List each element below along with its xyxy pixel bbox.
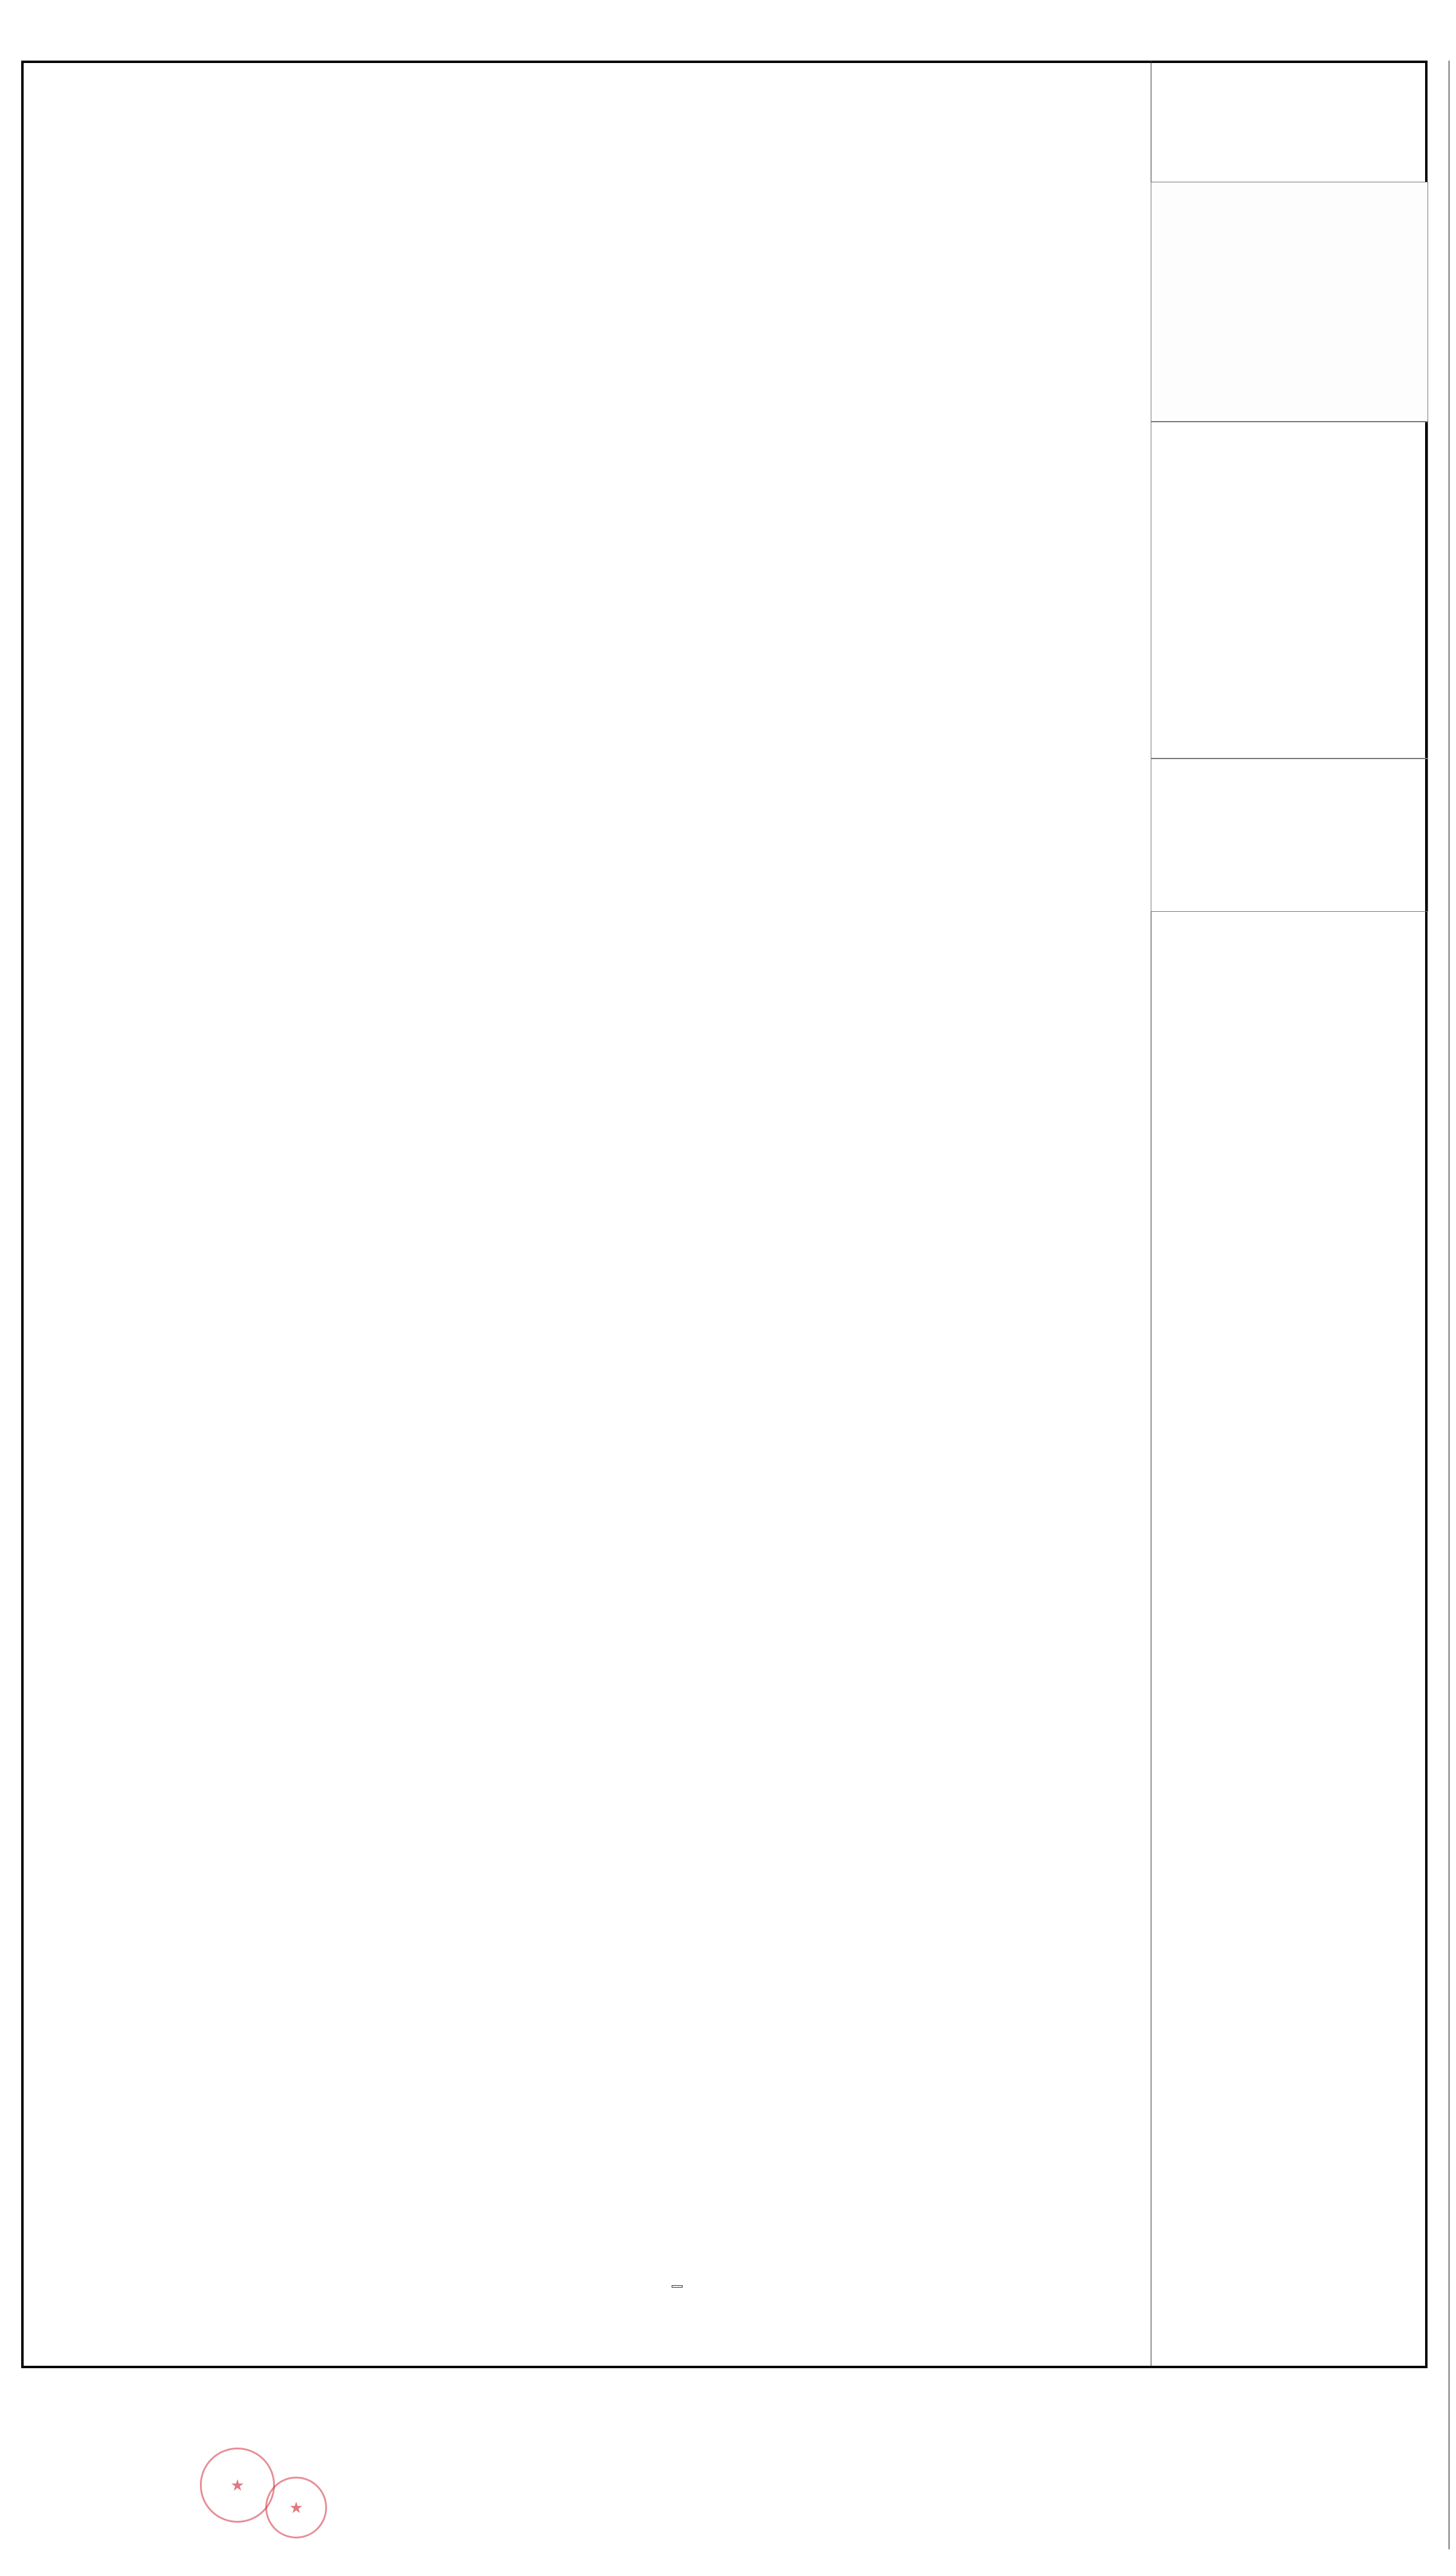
location-map-canvas — [1151, 182, 1428, 420]
compass-box — [1151, 62, 1428, 182]
site-plan-canvas — [21, 61, 1151, 2366]
plan-caption — [663, 2285, 683, 2290]
legend — [1151, 759, 1428, 912]
north-compass-icon — [1151, 62, 1428, 164]
design-notes — [1151, 422, 1428, 759]
plan-caption-scale — [672, 2285, 683, 2288]
discipline-table — [1057, 10, 1429, 61]
red-seal-stamp: ★ — [265, 2477, 327, 2538]
red-seal-stamp: ★ — [200, 2448, 275, 2523]
adjustment-notes — [35, 591, 352, 593]
discipline-strip — [1057, 10, 1429, 61]
location-map — [1151, 182, 1428, 422]
